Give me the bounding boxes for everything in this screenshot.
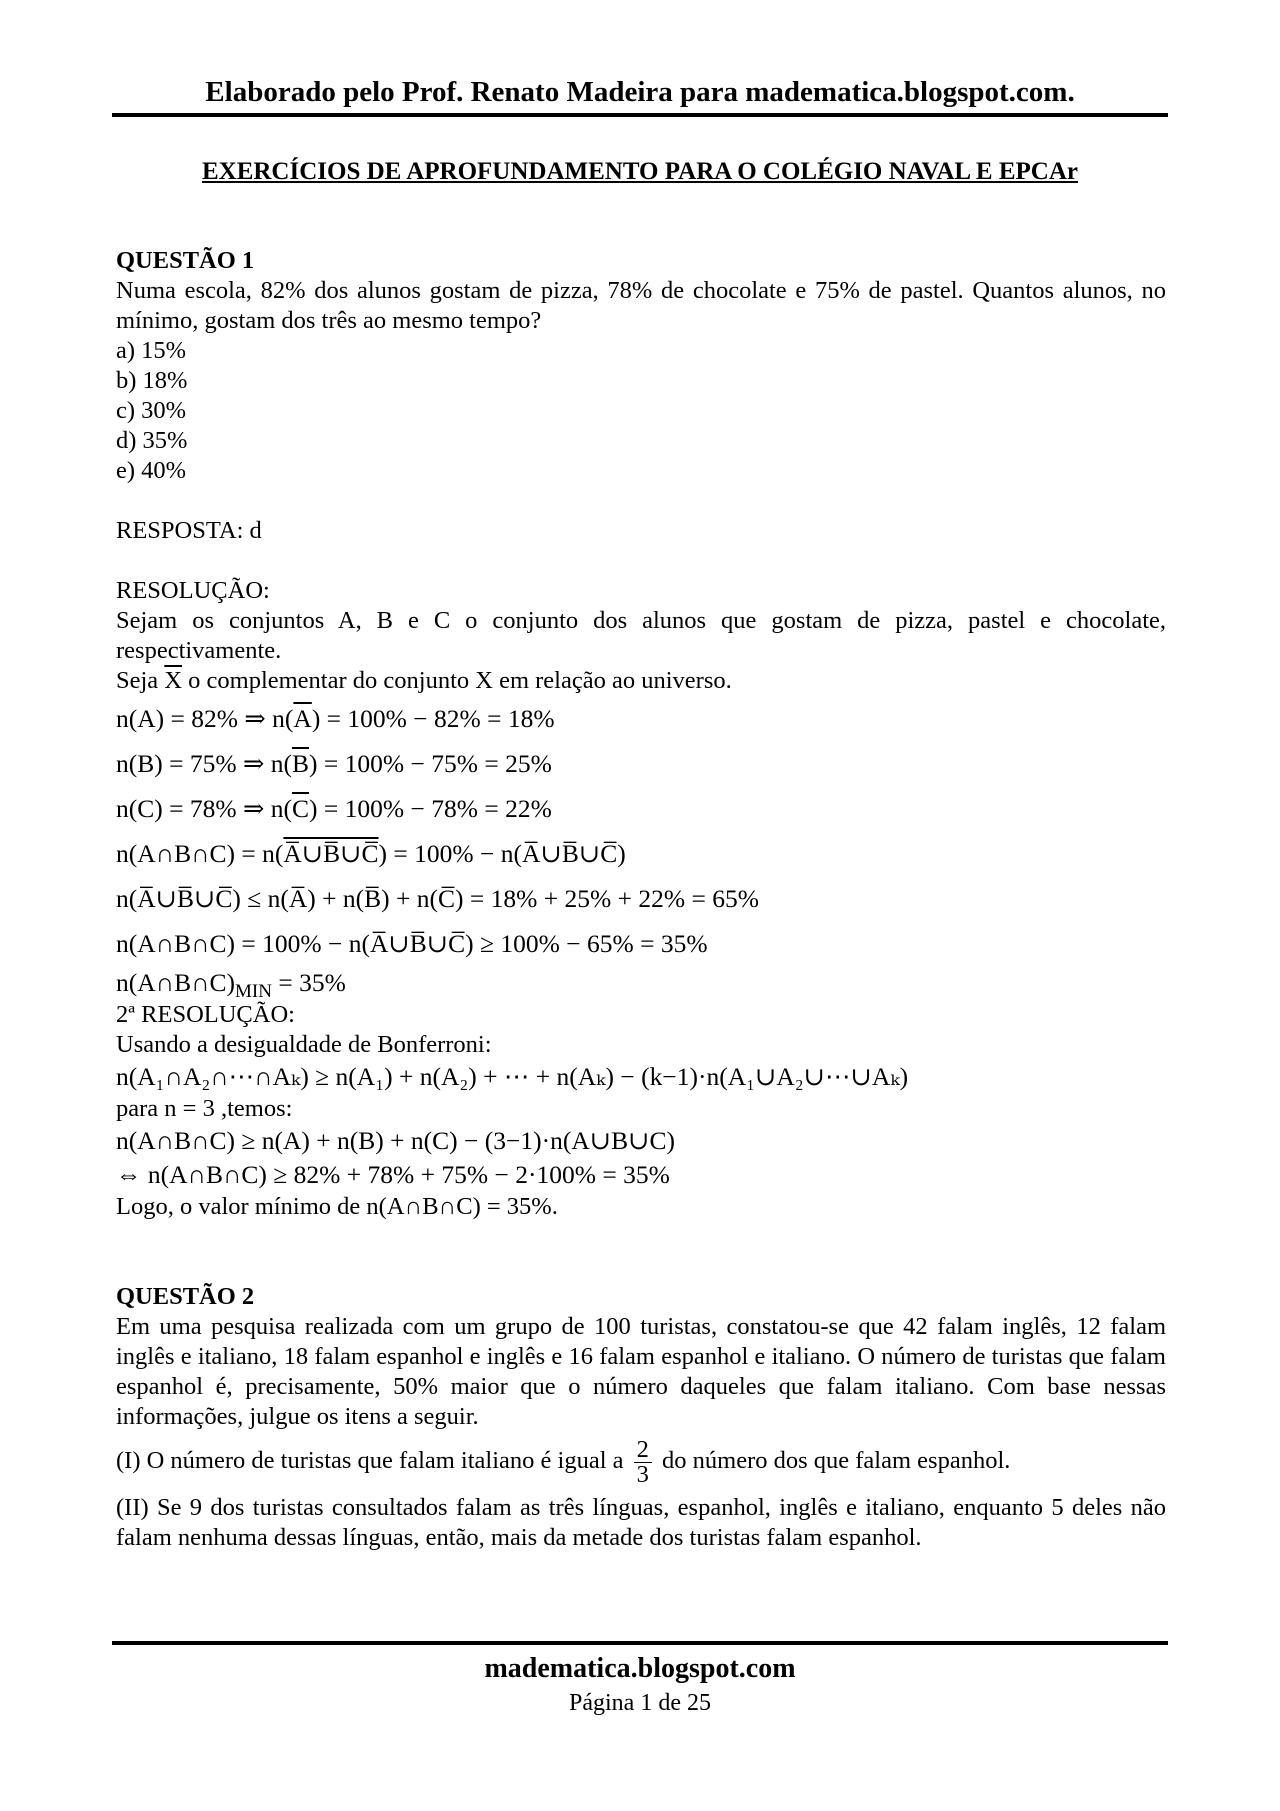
- complement-post: o complementar do conjunto X em relação ao universo.: [182, 667, 732, 694]
- equation-2: n(B) = 75% ⇒ $n(\overline{B}) = 100\% - 75\% = 25\%$: [116, 749, 552, 778]
- para-n3: para n = 3 ,temos:: [116, 1095, 293, 1122]
- footer-rule: [112, 1641, 1168, 1645]
- bonferroni-inequality: n(A₁∩A₂∩⋯∩Aₖ) ≥ n(A₁) + n(A₂) + ⋯ + n(Aₖ) − (k−1)·n(A₁∪A₂∪⋯∪Aₖ): [116, 1062, 909, 1091]
- option-e: e) 40%: [116, 457, 187, 484]
- header-rule: [112, 113, 1168, 117]
- option-d: d) 35%: [116, 427, 188, 454]
- answer: RESPOSTA: d: [116, 517, 262, 544]
- main-content: [116, 246, 1166, 1553]
- footer-site: madematica.blogspot.com: [484, 1653, 796, 1684]
- complement-pre: Seja: [116, 667, 165, 694]
- equation-8: n(A∩B∩C) ≥ n(A) + n(B) + n(C) − (3−1)·n(A∪B∪C): [116, 1126, 676, 1155]
- document-subtitle: EXERCÍCIOS DE APROFUNDAMENTO PARA O COLÉGIO NAVAL E EPCAr: [201, 158, 1079, 185]
- equation-4: n(A∩B∩C) = n(A̅∪B̅∪C̅) = 100% − n(A̅∪B̅∪C̅): [116, 839, 626, 868]
- complement-symbol: $\overline{X}$: [164, 667, 183, 694]
- equation-1: n(A) = 82% ⇒ $n(\overline{A}) = 100\% - 82\% = 18\%$: [116, 704, 555, 733]
- resolution-2-text: Usando a desigualdade de Bonferroni:: [116, 1031, 492, 1058]
- question-1-title: QUESTÃO 1: [116, 247, 255, 274]
- resolution-text: Sejam os conjuntos A, B e C o conjunto dos alunos que gostam de pizza, pastel e chocolate, respectivamente.: [116, 607, 1166, 664]
- complement-definition: [116, 666, 1166, 696]
- item-2: (II) Se 9 dos turistas consultados falam as três línguas, espanhol, inglês e italiano, enquanto 5 deles não falam nenhuma dessas línguas, então, mais da metade dos turistas falam espanhol.: [116, 1494, 1166, 1551]
- question-2-title: QUESTÃO 2: [116, 1283, 255, 1310]
- conclusion: Logo, o valor mínimo de n(A∩B∩C) = 35%.: [116, 1193, 558, 1220]
- page-header: Elaborado pelo Prof. Renato Madeira para madematica.blogspot.com.: [205, 76, 1075, 108]
- equation-9: ⇔ n(A∩B∩C) ≥ 82% + 78% + 75% − 2·100% = 35%: [116, 1160, 670, 1189]
- equation-3: n(C) = 78% ⇒ $n(\overline{C}) = 100\% - 78\% = 22\%$: [116, 794, 552, 823]
- option-b: b) 18%: [116, 367, 188, 394]
- option-c: c) 30%: [116, 397, 187, 424]
- page-number: Página 1 de 25: [569, 1690, 711, 1716]
- resolution-2-title: 2ª RESOLUÇÃO:: [116, 1001, 295, 1028]
- resolution-title: RESOLUÇÃO:: [116, 577, 270, 604]
- question-2-statement: Em uma pesquisa realizada com um grupo de 100 turistas, constatou-se que 42 falam inglês, 12 falam inglês e italiano, 18 falam espanhol e inglês e 16 falam espanhol e italiano. O número de turistas que falam espanhol é, precisamente, 50% maior que o número daqueles que falam italiano. Com base nessas informações, julgue os itens a seguir.: [116, 1313, 1166, 1430]
- option-a: a) 15%: [116, 337, 187, 364]
- equation-6: n(A∩B∩C) = 100% − n(A̅∪B̅∪C̅) ≥ 100% − 65% = 35%: [116, 929, 708, 958]
- question-1-statement: Numa escola, 82% dos alunos gostam de pizza, 78% de chocolate e 75% de pastel. Quantos alunos, no mínimo, gostam dos três ao mesmo tempo?: [116, 277, 1166, 334]
- fraction-two-thirds: $\frac{2}{3}$: [634, 1438, 652, 1487]
- equation-7: $n(A\cap B\cap C)_{MIN} = 35\%$: [116, 968, 346, 1003]
- item-1: (I) O número de turistas que falam italiano é igual a $\frac{2}{3}$ do número dos que falam espanhol.: [116, 1436, 1011, 1488]
- equation-5: n(A̅∪B̅∪C̅) ≤ n(A̅) + n(B̅) + n(C̅) = 18% + 25% + 22% = 65%: [116, 884, 760, 913]
